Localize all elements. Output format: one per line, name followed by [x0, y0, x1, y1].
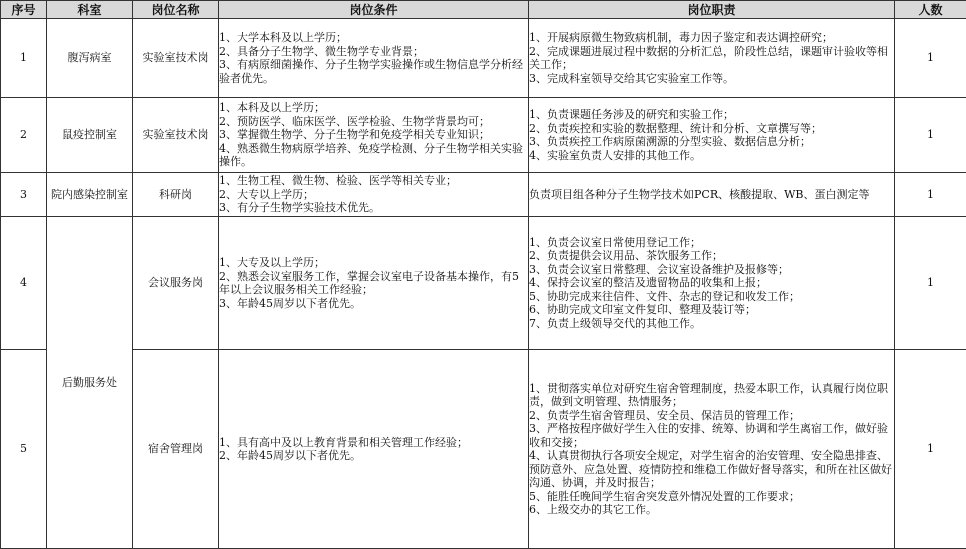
- row-duties: [529, 217, 895, 350]
- row-requirements: [219, 173, 529, 217]
- requirement-line: 2、具备分子生物学、微生物学专业背景；: [219, 44, 424, 58]
- table-row: [1, 217, 966, 350]
- table-row: [1, 350, 966, 549]
- duty-line: 3、严格按程序做好学生入住的安排、统筹、协调和学生离宿工作，做好验收和交接；: [529, 422, 888, 449]
- requirement-line: 3、有病原细菌操作、分子生物学实验操作或生物信息学分析经验者优先。: [219, 58, 523, 85]
- requirement-line: 1、本科及以上学历；: [219, 101, 325, 115]
- row-index: 1: [1, 19, 47, 98]
- requirement-line: 3、掌握微生物学、分子生物学和免疫学相关专业知识；: [219, 128, 490, 142]
- requirement-line: 2、年龄45周岁以下者优先。: [219, 449, 361, 462]
- header-row: [1, 1, 966, 19]
- row-requirements: [219, 19, 529, 98]
- row-duties: [529, 19, 895, 98]
- header-position: 岗位名称: [133, 1, 219, 19]
- row-index: 3: [1, 173, 47, 217]
- row-duties: [529, 98, 895, 173]
- duty-line: 4、实验室负责人安排的其他工作。: [529, 148, 701, 162]
- duty-line: 5、协助完成来往信件、文件、杂志的登记和收发工作；: [529, 289, 800, 303]
- requirement-line: 1、大学本科及以上学历；: [219, 31, 347, 44]
- row-requirements: [219, 217, 529, 350]
- row-count: 1: [895, 19, 966, 98]
- row-dept: 腹泻病室: [47, 19, 133, 98]
- row-dept: 院内感染控制室: [47, 173, 133, 217]
- duty-line: 1、开展病原微生物致病机制，毒力因子鉴定和表达调控研究；: [529, 31, 833, 44]
- row-index: 5: [1, 350, 47, 549]
- row-duties: [529, 173, 895, 217]
- duty-line: 7、负责上级领导交代的其他工作。: [529, 316, 701, 330]
- table-row: [1, 19, 966, 98]
- header-index: 序号: [1, 1, 47, 19]
- header-count: 人数: [895, 1, 966, 19]
- row-dept: 鼠疫控制室: [47, 98, 133, 173]
- header-dept: 科室: [47, 1, 133, 19]
- row-index: 2: [1, 98, 47, 173]
- row-position: 会议服务岗: [133, 217, 219, 350]
- row-count: 1: [895, 173, 966, 217]
- duty-line: 2、负责疾控和实验的数据整理、统计和分析、文章撰写等；: [529, 121, 822, 135]
- duty-line: 4、认真贯彻执行各项安全规定，对学生宿舍的治安管理、安全隐患排查、预防意外、应急处置、疫情防控和维稳工作做好督导落实，和所在社区做好沟通、协调，并及时报告；: [529, 449, 892, 489]
- requirement-line: 4、熟悉微生物病原学培养、免疫学检测、分子生物学相关实验操作。: [219, 141, 523, 169]
- duty-line: 5、能胜任晚间学生宿舍突发意外情况处置的工作要求；: [529, 489, 800, 503]
- row-index: 4: [1, 217, 47, 350]
- row-position: 实验室技术岗: [133, 98, 219, 173]
- row-count: 1: [895, 350, 966, 549]
- row-position: 宿舍管理岗: [133, 350, 219, 549]
- requirement-line: 1、生物工程、微生物、检验、医学等相关专业；: [219, 174, 457, 188]
- duty-line: 4、保持会议室的整洁及遗留物品的收集和上报；: [529, 276, 767, 290]
- row-requirements: [219, 98, 529, 173]
- duty-line: 负责项目组各种分子生物学技术如PCR、核酸提取、WB、蛋白测定等: [529, 187, 870, 201]
- requirement-line: 3、年龄45周岁以下者优先。: [219, 296, 361, 310]
- duty-line: 1、贯彻落实单位对研究生宿舍管理制度，热爱本职工作，认真履行岗位职责，做到文明管理、热情服务；: [529, 381, 888, 408]
- row-dept: 后勤服务处: [47, 217, 133, 549]
- duty-line: 2、负责学生宿舍管理员、安全员、保洁员的管理工作；: [529, 408, 800, 422]
- duty-line: 6、上级交办的其它工作。: [529, 503, 657, 516]
- duty-line: 2、完成课题进展过程中数据的分析汇总，阶段性总结，课题审计验收等相关工作；: [529, 44, 888, 71]
- header-requirements: 岗位条件: [219, 1, 529, 19]
- requirement-line: 2、熟悉会议室服务工作，掌握会议室电子设备基本操作，有5年以上会议服务相关工作经验；: [219, 269, 519, 296]
- duty-line: 6、协助完成文印室文件复印、整理及装订等；: [529, 303, 756, 317]
- table-row: [1, 173, 966, 217]
- requirement-line: 1、大专及以上学历；: [219, 256, 325, 269]
- row-position: 实验室技术岗: [133, 19, 219, 98]
- requirement-line: 1、具有高中及以上教育背景和相关管理工作经验；: [219, 435, 468, 449]
- duty-line: 3、完成科室领导交给其它实验室工作等。: [529, 71, 734, 85]
- requirement-line: 2、大专以上学历；: [219, 187, 314, 201]
- row-count: 1: [895, 217, 966, 350]
- duty-line: 3、负责疾控工作病原菌溯源的分型实验、数据信息分析；: [529, 135, 811, 148]
- table-row: [1, 98, 966, 173]
- duty-line: 1、负责课题任务涉及的研究和实验工作；: [529, 108, 734, 121]
- duty-line: 1、负责会议室日常使用登记工作；: [529, 235, 701, 249]
- duty-line: 2、负责提供会议用品、茶饮服务工作；: [529, 249, 723, 263]
- row-duties: [529, 350, 895, 549]
- requirement-line: 3、有分子生物学实验技术优先。: [219, 201, 380, 215]
- header-duties: 岗位职责: [529, 1, 895, 19]
- requirement-line: 2、预防医学、临床医学、医学检验、生物学背景均可；: [219, 114, 490, 128]
- row-position: 科研岗: [133, 173, 219, 217]
- row-count: 1: [895, 98, 966, 173]
- row-requirements: [219, 350, 529, 549]
- duty-line: 3、负责会议室日常整理、会议室设备维护及报修等；: [529, 262, 789, 276]
